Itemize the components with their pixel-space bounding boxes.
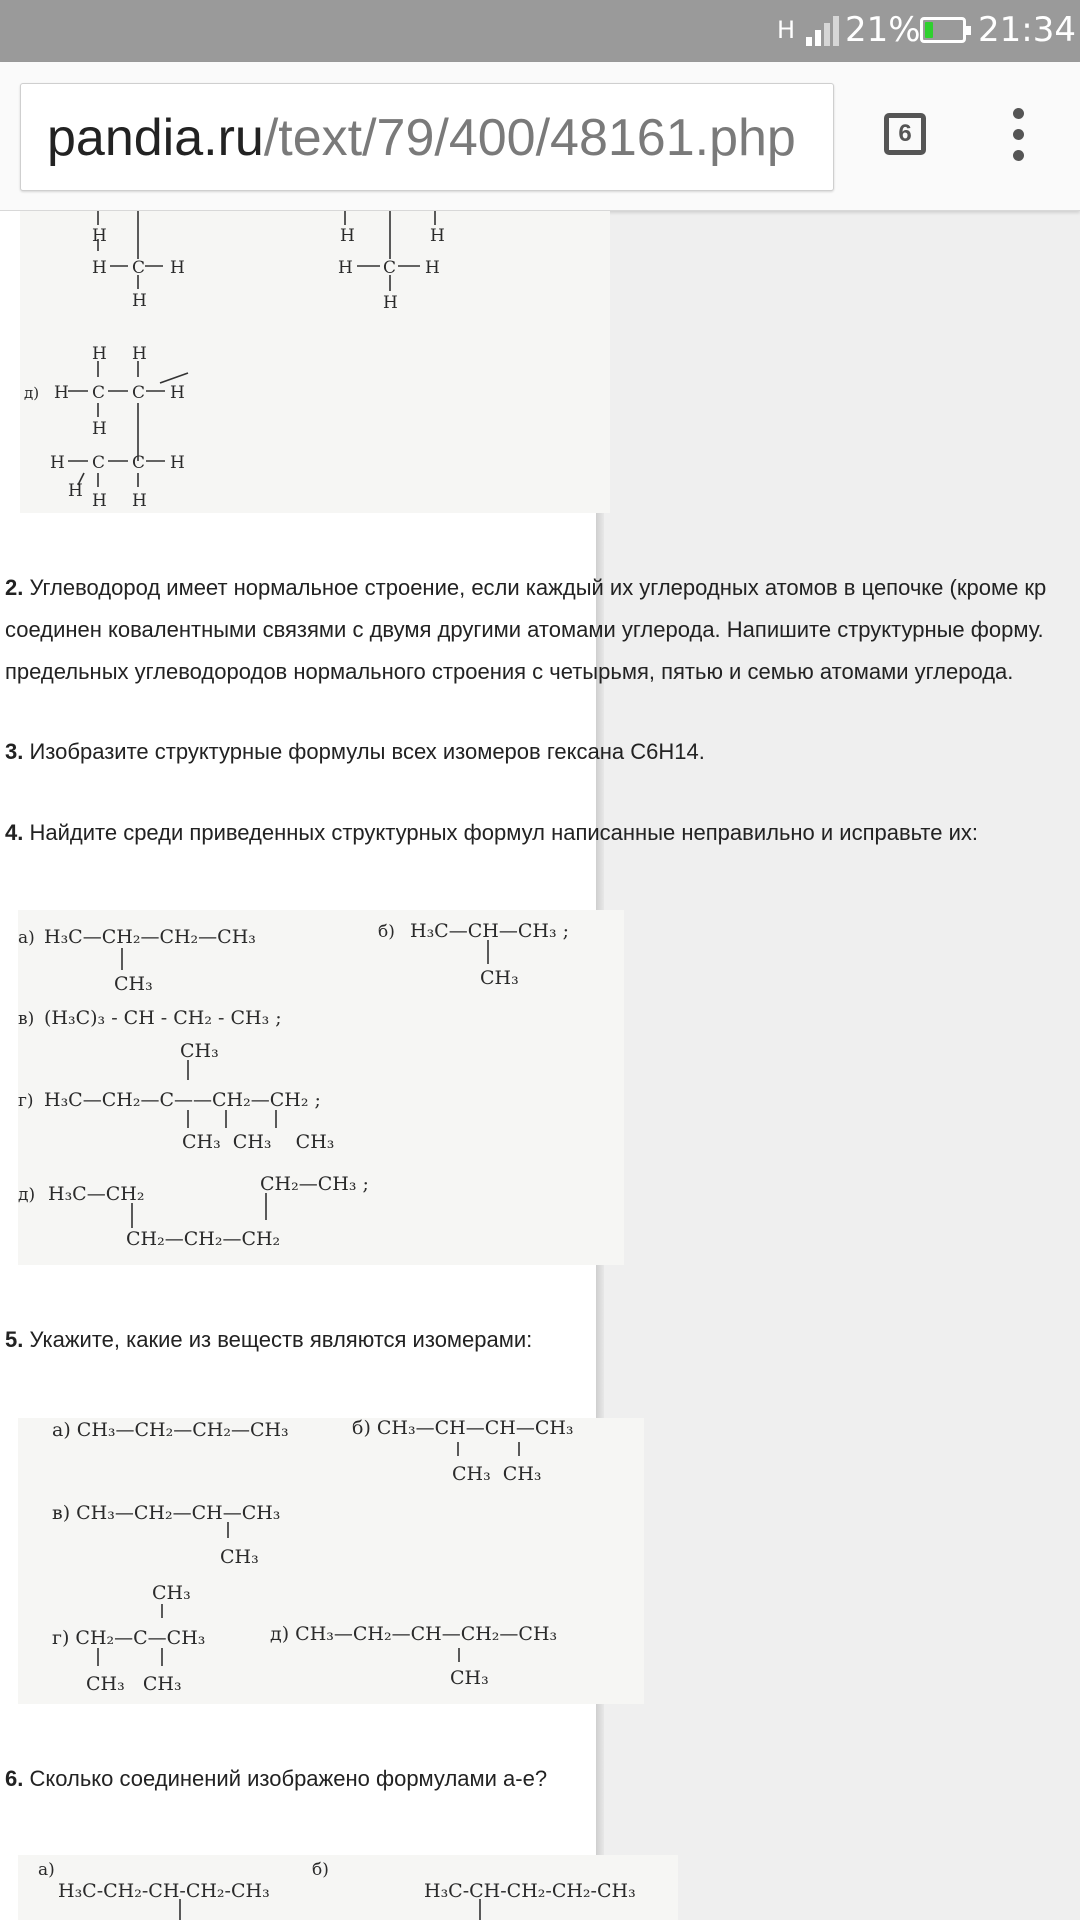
formula-d-left: H₃C—CH₂ (48, 1183, 145, 1205)
formula-g-bottom: CH₃ CH₃ CH₃ (182, 1131, 335, 1153)
clock: 21:34 (978, 10, 1076, 50)
question-2-line-2: соединен ковалентными связями с двумя другими атомами углерода. Напишите структурные форму. (5, 617, 1044, 642)
svg-text:C: C (383, 258, 397, 278)
svg-text:H: H (170, 383, 185, 403)
formula-5g-top: CH₃ (152, 1582, 191, 1604)
formula-d-label: д) (18, 1185, 36, 1205)
svg-text:C: C (132, 383, 146, 403)
question-6-text: Сколько соединений изображено формулами а-е? (29, 1766, 548, 1791)
formula-6a-label: а) (38, 1860, 55, 1880)
tab-switcher-button[interactable]: 6 (884, 113, 926, 155)
formula-5a: а) CH₃—CH₂—CH₂—CH₃ (52, 1419, 289, 1441)
formula-6b: H₃C-CH-CH₂-CH₂-CH₃ (424, 1880, 636, 1902)
formula-d-bottom: CH₂—CH₂—CH₂ (126, 1228, 281, 1250)
svg-text:H: H (430, 226, 445, 246)
question-5 (5, 1319, 532, 1361)
svg-text:H: H (132, 291, 147, 311)
formula-a: H₃C—CH₂—CH₂—CH₃ (44, 926, 256, 948)
svg-text:C: C (92, 453, 106, 473)
question-2-line-1: Углеводород имеет нормальное строение, если каждый их углеродных атомов в цепочке (кроме кр (29, 575, 1047, 600)
svg-text:H: H (92, 258, 107, 278)
formula-5b: б) CH₃—CH—CH—CH₃ (352, 1418, 574, 1439)
svg-text:H: H (54, 383, 69, 403)
signal-icon (806, 16, 840, 46)
structural-formula-image-4 (18, 910, 624, 1265)
question-5-text: Укажите, какие из веществ являются изомерами: (29, 1327, 533, 1352)
svg-text:H: H (170, 258, 185, 278)
svg-text:H: H (338, 258, 353, 278)
question-4 (5, 812, 978, 854)
battery-icon (920, 17, 966, 43)
address-bar[interactable] (20, 83, 834, 191)
atom-c: C (132, 258, 146, 278)
formula-a-branch: CH₃ (114, 973, 153, 995)
svg-text:H: H (383, 293, 398, 313)
formula-5b-branch: CH₃ CH₃ (452, 1463, 542, 1485)
question-3-number: 3. (5, 739, 24, 764)
svg-text:H: H (340, 226, 355, 246)
question-6 (5, 1758, 547, 1800)
formula-b-label: б) (378, 922, 395, 942)
structural-formula-image-1 (20, 211, 610, 513)
question-3 (5, 731, 705, 773)
svg-text:H: H (425, 258, 440, 278)
structural-formula-image-5 (18, 1418, 644, 1704)
svg-text:H: H (170, 453, 185, 473)
formula-5g: г) CH₂—C—CH₃ (52, 1627, 206, 1649)
url-host: pandia.ru (47, 109, 264, 167)
formula-5v: в) CH₃—CH₂—CH—CH₃ (52, 1502, 281, 1524)
url-path: /text/79/400/48161.php (263, 109, 796, 167)
question-6-number: 6. (5, 1766, 24, 1791)
question-2-line-3: предельных углеводородов нормального строения с четырьмя, пятью и семью атомами углерода. (5, 659, 1014, 684)
atom-h: H (92, 226, 107, 246)
formula-5d: д) CH₃—CH₂—CH—CH₂—CH₃ (270, 1623, 558, 1645)
question-2-number: 2. (5, 575, 24, 600)
formula-5d-branch: CH₃ (450, 1667, 489, 1689)
svg-text:C: C (92, 383, 106, 403)
svg-text:H: H (132, 344, 147, 364)
formula-v: (H₃C)₃ - CH - CH₂ - CH₃ ; (44, 1007, 282, 1029)
svg-text:H: H (50, 453, 65, 473)
formula-a-label: а) (18, 928, 35, 948)
svg-text:H: H (68, 481, 83, 501)
question-2 (5, 567, 1046, 609)
formula-v-label: в) (18, 1009, 35, 1029)
question-4-number: 4. (5, 820, 24, 845)
formula-b-branch: CH₃ (480, 967, 519, 989)
status-bar (0, 0, 1080, 62)
battery-percent: 21% (845, 10, 921, 50)
formula-5g-bottom: CH₃ CH₃ (86, 1673, 182, 1695)
structural-formula-image-6 (18, 1855, 678, 1920)
formula-d-right: CH₂—CH₃ ; (260, 1173, 369, 1195)
formula-6b-label: б) (312, 1860, 329, 1880)
svg-text:H: H (92, 491, 107, 511)
formula-6a: H₃C-CH₂-CH-CH₂-CH₃ (58, 1880, 270, 1902)
url-text[interactable] (47, 108, 796, 168)
formula-b: H₃C—CH—CH₃ ; (410, 920, 569, 942)
formula-g-top: CH₃ (180, 1040, 219, 1062)
question-3-text: Изобразите структурные формулы всех изомеров гексана С6Н14. (29, 739, 705, 764)
svg-text:H: H (92, 419, 107, 439)
formula-5v-branch: CH₃ (220, 1546, 259, 1568)
formula-g: H₃C—CH₂—C——CH₂—CH₂ ; (44, 1089, 321, 1111)
question-5-number: 5. (5, 1327, 24, 1352)
formula-g-label: г) (18, 1091, 34, 1111)
overflow-menu-icon[interactable] (1004, 108, 1034, 162)
svg-text:H: H (132, 491, 147, 511)
label-d: д) (24, 384, 40, 402)
question-4-text: Найдите среди приведенных структурных формул написанные неправильно и исправьте их: (29, 820, 978, 845)
browser-toolbar (0, 62, 1080, 211)
network-type: H (776, 16, 795, 44)
svg-text:C: C (132, 453, 146, 473)
svg-text:H: H (92, 344, 107, 364)
